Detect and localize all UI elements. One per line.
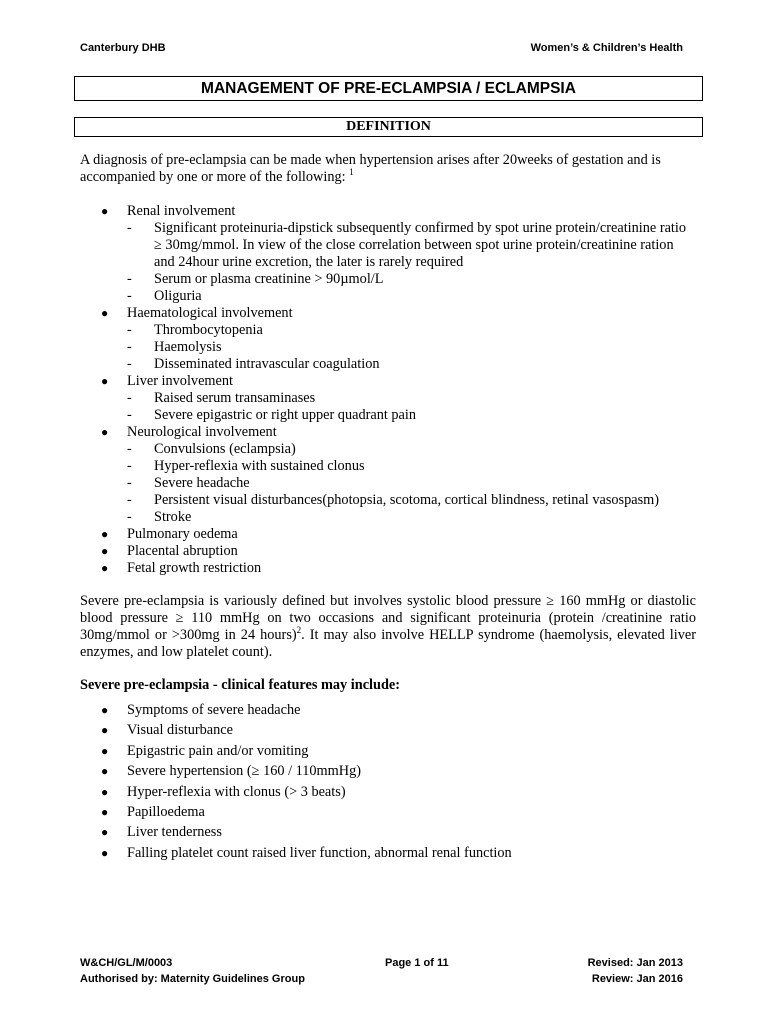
criteria-subitem-text: Persistent visual disturbances(photopsia, scotoma, cortical blindness, retinal vasospasm) — [154, 492, 660, 508]
criteria-item — [80, 543, 696, 560]
footer-left — [80, 955, 305, 987]
document-title: MANAGEMENT OF PRE-ECLAMPSIA / ECLAMPSIA — [74, 76, 703, 101]
criteria-subitem-text: Hyper-reflexia with sustained clonus — [154, 458, 365, 474]
clinical-feature-item — [80, 845, 696, 862]
severe-text-part2: . It may also involve HELLP syndrome (haemolysis, elevated liver enzymes, and low platelet count). — [80, 627, 697, 660]
clinical-feature-text: Hyper-reflexia with clonus (> 3 beats) — [127, 783, 346, 800]
dash-marker: - — [127, 271, 132, 287]
bullet-icon: ● — [101, 764, 109, 779]
clinical-feature-text: Falling platelet count raised liver function, abnormal renal function — [127, 844, 512, 861]
criteria-subitem-text: Severe epigastric or right upper quadrant pain — [154, 407, 417, 423]
intro-reference: 1 — [349, 167, 354, 178]
clinical-features-heading: Severe pre-eclampsia - clinical features may include: — [80, 677, 401, 693]
criteria-subitem — [127, 390, 696, 407]
criteria-item — [80, 424, 696, 526]
criteria-subitem-text: Convulsions (eclampsia) — [154, 441, 296, 457]
severe-definition-paragraph — [80, 593, 696, 661]
bullet-icon: ● — [101, 544, 109, 558]
criteria-item — [80, 526, 696, 543]
criteria-subitem-text: Oliguria — [154, 288, 202, 304]
dash-marker: - — [127, 492, 132, 508]
criteria-label: Haematological involvement — [127, 305, 293, 321]
dash-marker: - — [127, 339, 132, 355]
criteria-subitem — [127, 288, 696, 305]
clinical-feature-text: Liver tenderness — [127, 824, 222, 841]
bullet-icon: ● — [101, 703, 109, 717]
criteria-item — [80, 560, 696, 577]
criteria-subitem-text: Haemolysis — [154, 339, 222, 355]
criteria-subitem — [127, 475, 696, 492]
criteria-subitem — [127, 458, 696, 475]
criteria-item — [80, 305, 696, 373]
clinical-feature-text: Severe hypertension (≥ 160 / 110mmHg) — [127, 763, 362, 780]
document-body — [80, 152, 696, 865]
clinical-feature-item — [80, 722, 696, 739]
criteria-subitem-text: Stroke — [154, 509, 192, 525]
criteria-subitem-text: Significant proteinuria-dipstick subsequently confirmed by spot urine protein/creatinine ratio ≥ 30mg/mmol. In view of the close correlation between spot urine protein/creatinine ration and 24hour urine excretion, the later is rarely required — [154, 220, 687, 270]
bullet-icon: ● — [101, 425, 109, 439]
criteria-subitem-text: Thrombocytopenia — [154, 322, 263, 338]
bullet-icon: ● — [101, 204, 109, 218]
header-department: Women’s & Children’s Health — [530, 42, 683, 54]
criteria-item — [80, 373, 696, 424]
criteria-subitem — [127, 322, 696, 339]
criteria-subitem-text: Disseminated intravascular coagulation — [154, 356, 380, 372]
bullet-icon: ● — [101, 825, 109, 840]
bullet-icon: ● — [101, 804, 109, 819]
criteria-sublist — [127, 390, 696, 424]
criteria-subitem-text: Raised serum transaminases — [154, 390, 316, 406]
criteria-label: Placental abruption — [127, 543, 238, 559]
clinical-feature-item — [80, 784, 696, 801]
dash-marker: - — [127, 356, 132, 372]
bullet-icon: ● — [101, 561, 109, 575]
criteria-subitem — [127, 271, 696, 288]
bullet-icon: ● — [101, 306, 109, 320]
criteria-subitem — [127, 220, 696, 271]
footer-revised: Revised: Jan 2013 — [587, 957, 683, 969]
dash-marker: - — [127, 390, 132, 406]
bullet-icon: ● — [101, 743, 109, 758]
bullet-icon: ● — [101, 374, 109, 388]
criteria-subitem — [127, 509, 696, 526]
dash-marker: - — [127, 407, 132, 423]
criteria-subitem — [127, 339, 696, 356]
header-organisation: Canterbury DHB — [80, 42, 166, 54]
dash-marker: - — [127, 288, 132, 304]
criteria-sublist — [127, 220, 696, 305]
dash-marker: - — [127, 441, 132, 457]
criteria-subitem-text: Severe headache — [154, 475, 250, 491]
clinical-feature-text: Epigastric pain and/or vomiting — [127, 742, 309, 759]
criteria-label: Pulmonary oedema — [127, 526, 238, 542]
section-heading-definition: DEFINITION — [74, 117, 703, 137]
clinical-feature-text: Visual disturbance — [127, 722, 233, 739]
footer-authorised: Authorised by: Maternity Guidelines Group — [80, 973, 305, 985]
criteria-label: Renal involvement — [127, 203, 236, 219]
clinical-feature-text: Papilloedema — [127, 803, 205, 820]
criteria-subitem — [127, 407, 696, 424]
bullet-icon: ● — [101, 784, 109, 799]
dash-marker: - — [127, 322, 132, 338]
criteria-sublist — [127, 441, 696, 526]
clinical-feature-item — [80, 763, 696, 780]
criteria-subitem — [127, 492, 696, 509]
intro-paragraph — [80, 152, 696, 186]
footer-doc-code: W&CH/GL/M/0003 — [80, 957, 173, 969]
criteria-subitem — [127, 356, 696, 373]
clinical-feature-item — [80, 824, 696, 841]
dash-marker: - — [127, 475, 132, 491]
dash-marker: - — [127, 509, 132, 525]
bullet-icon: ● — [101, 527, 109, 541]
dash-marker: - — [127, 220, 132, 236]
severe-text-part1: Severe pre-eclampsia is variously defined but involves systolic blood pressure ≥ 160 mmHg or diastolic blood pressure ≥ 110 mmHg on two occasions and significant proteinuria (protein /creatinine ratio 30mg/mmol or >300mg in 24 hours) — [80, 593, 696, 643]
bullet-icon: ● — [101, 723, 109, 738]
severe-reference: 2 — [296, 625, 302, 636]
clinical-feature-item — [80, 804, 696, 821]
clinical-features-list — [80, 702, 696, 862]
criteria-list — [80, 203, 696, 577]
clinical-feature-text: Symptoms of severe headache — [127, 702, 301, 718]
criteria-subitem-text: Serum or plasma creatinine > 90µmol/L — [154, 271, 384, 287]
footer-review: Review: Jan 2016 — [591, 973, 683, 985]
footer-right — [588, 955, 683, 987]
footer-page-number: Page 1 of 11 — [385, 957, 449, 969]
criteria-label: Liver involvement — [127, 373, 234, 389]
criteria-label: Neurological involvement — [127, 424, 277, 440]
criteria-sublist — [127, 322, 696, 373]
dash-marker: - — [127, 458, 132, 474]
intro-text: A diagnosis of pre-eclampsia can be made when hypertension arises after 20weeks of gestation and is accompanied by one or more of the following: — [80, 152, 661, 185]
criteria-label: Fetal growth restriction — [127, 560, 262, 576]
bullet-icon: ● — [101, 845, 109, 860]
clinical-feature-item — [80, 743, 696, 760]
criteria-item — [80, 203, 696, 305]
clinical-feature-item — [80, 702, 696, 719]
criteria-subitem — [127, 441, 696, 458]
